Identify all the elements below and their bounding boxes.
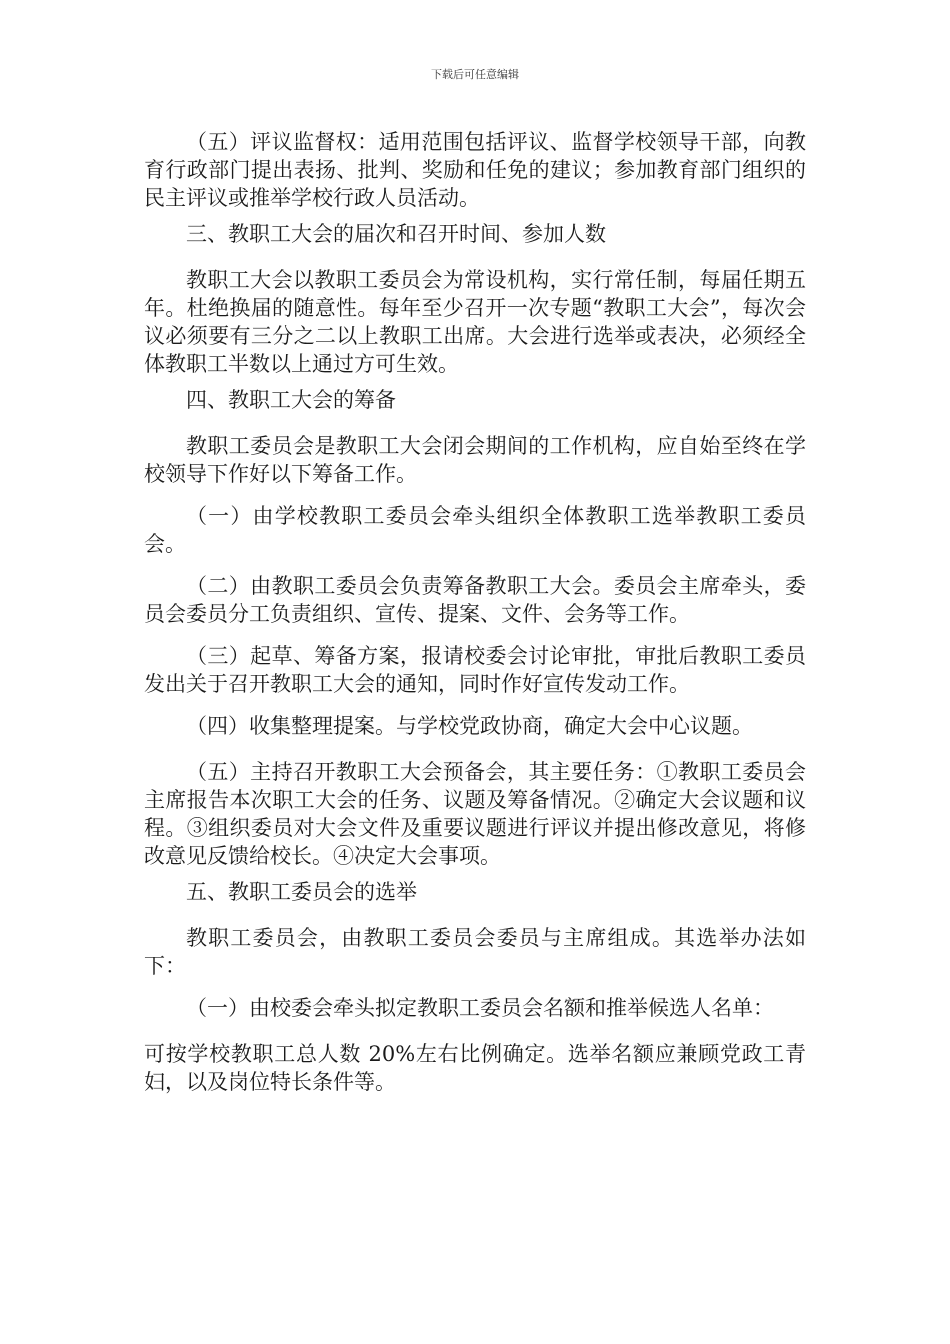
paragraph-item-1: （一）由学校教职工委员会牵头组织全体教职工选举教职工委员会。 <box>144 504 806 556</box>
paragraph-election-ratio: 可按学校教职工总人数 20%左右比例确定。选举名额应兼顾党政工青妇，以及岗位特长条件等。 <box>144 1042 806 1094</box>
page-header: 下载后可任意编辑 <box>431 68 519 81</box>
paragraph-item-2: （二）由教职工委员会负责筹备教职工大会。委员会主席牵头，委员会委员分工负责组织、宣传、提案、文件、会务等工作。 <box>144 574 806 626</box>
document-body <box>144 128 806 1096</box>
section-heading-4: 四、教职工大会的筹备 <box>186 388 396 412</box>
paragraph-evaluation-supervision: （五）评议监督权：适用范围包括评议、监督学校领导干部，向教育行政部门提出表扬、批判、奖励和任免的建议；参加教育部门组织的民主评议或推举学校行政人员活动。 <box>144 130 806 210</box>
paragraph-election-item-1: （一）由校委会牵头拟定教职工委员会名额和推举候选人名单： <box>186 996 774 1020</box>
section-heading-5: 五、教职工委员会的选举 <box>186 880 417 904</box>
paragraph-item-3: （三）起草、筹备方案，报请校委会讨论审批，审批后教职工委员发出关于召开教职工大会的通知，同时作好宣传发动工作。 <box>144 644 806 696</box>
section-heading-3: 三、教职工大会的届次和召开时间、参加人数 <box>186 222 606 246</box>
paragraph-congress-term: 教职工大会以教职工委员会为常设机构，实行常任制，每届任期五年。杜绝换届的随意性。每年至少召开一次专题“教职工大会”，每次会议必须要有三分之二以上教职工出席。大会进行选举或表决，必须经全体教职工半数以上通过方可生效。 <box>144 268 806 376</box>
paragraph-item-4: （四）收集整理提案。与学校党政协商，确定大会中心议题。 <box>186 714 753 738</box>
paragraph-committee-role: 教职工委员会是教职工大会闭会期间的工作机构，应自始至终在学校领导下作好以下筹备工作。 <box>144 434 806 486</box>
paragraph-item-5: （五）主持召开教职工大会预备会，其主要任务：①教职工委员会主席报告本次职工大会的任务、议题及筹备情况。②确定大会议题和议程。③组织委员对大会文件及重要议题进行评议并提出修改意见，将修改意见反馈给校长。④决定大会事项。 <box>144 760 806 868</box>
paragraph-election-method: 教职工委员会，由教职工委员会委员与主席组成。其选举办法如下： <box>144 926 806 978</box>
